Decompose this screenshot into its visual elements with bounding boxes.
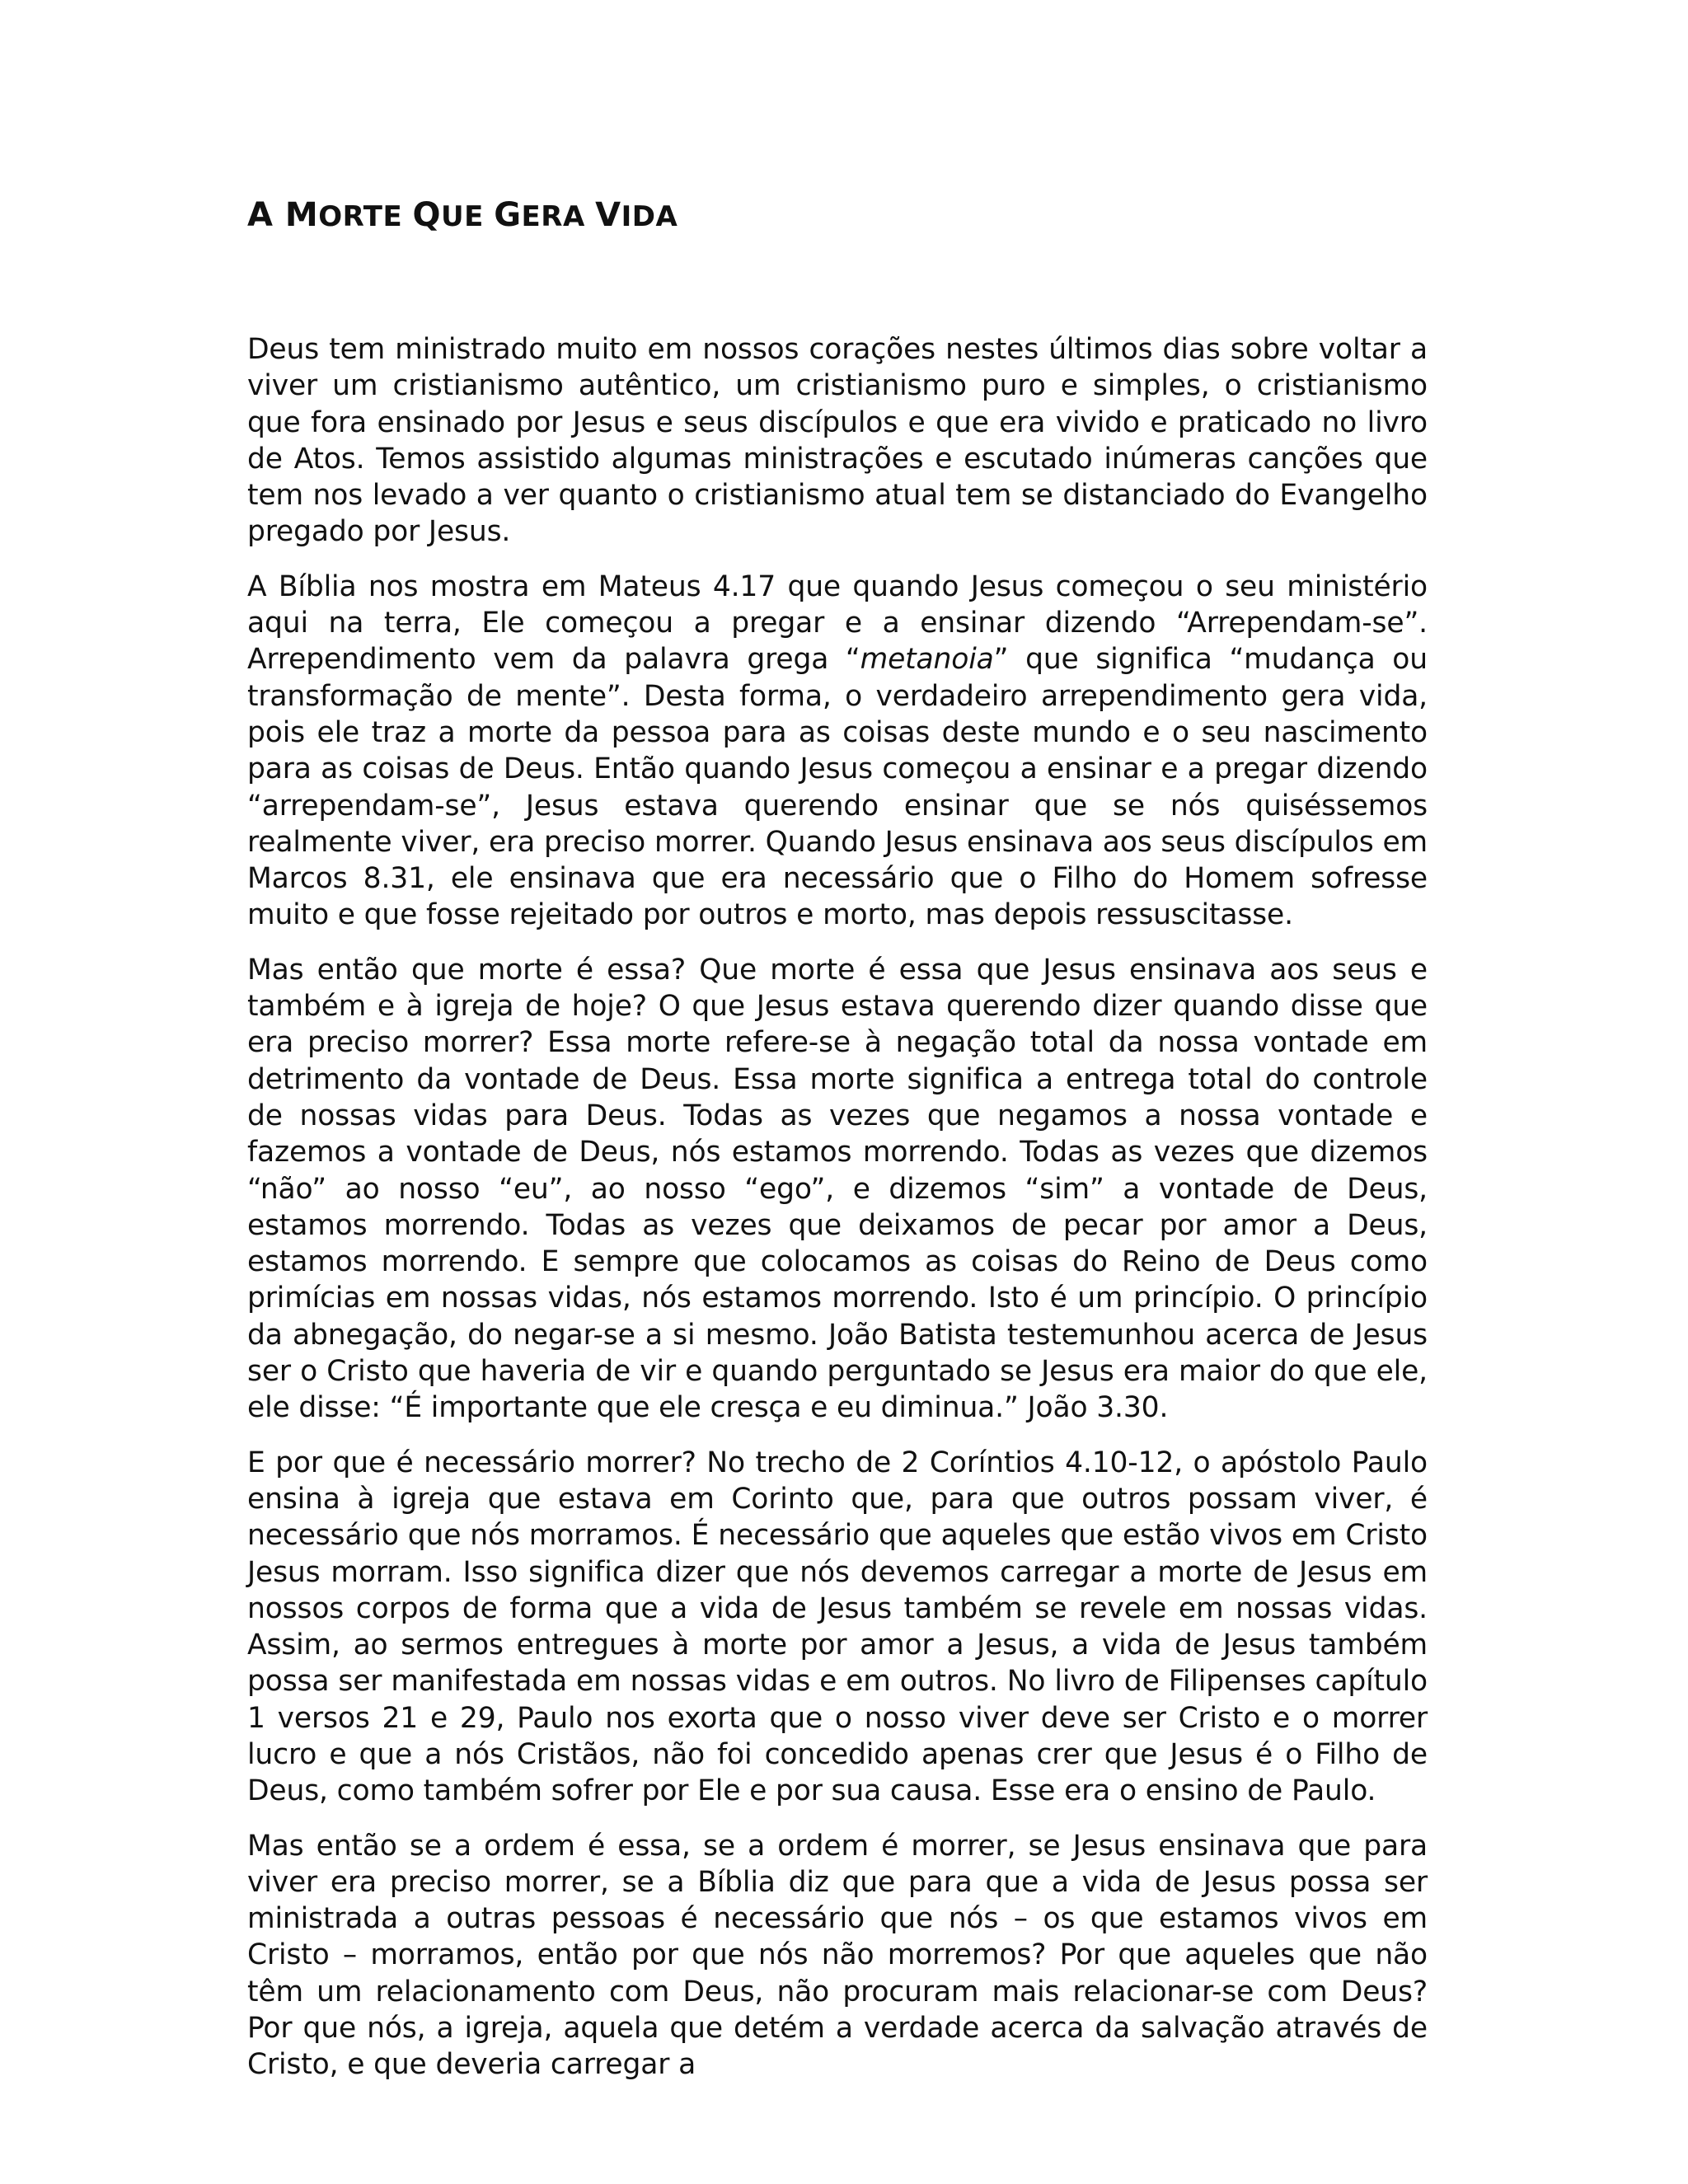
title-segment: M <box>284 196 319 234</box>
paragraph-text: A Bíblia nos mostra em Mateus 4.17 que quando Jesus começou o seu ministério aqui na terra, Ele começou a pregar e a ensinar dizendo “Arrependam-se”. Arrependimento vem da palavra grega “ <box>247 569 1428 677</box>
paragraph-2 <box>247 569 1428 934</box>
paragraph-3 <box>247 952 1428 1427</box>
title-segment: G <box>494 196 522 234</box>
paragraph-text: ” que significa “mudança ou transformação de mente”. Desta forma, o verdadeiro arrependimento gera vida, pois ele traz a morte da pessoa para as coisas deste mundo e o seu nascimento para as coisas de Deus. Então quando Jesus começou a ensinar e a pregar dizendo “arrependam-se”, Jesus estava querendo ensinar que se nós quiséssemos realmente viver, era preciso morrer. Quando Jesus ensinava aos seus discípulos em Marcos 8.31, ele ensinava que era necessário que o Filho do Homem sofresse muito e que fosse rejeitado por outros e morto, mas depois ressuscitasse. <box>247 643 1428 932</box>
title-segment: A <box>247 196 285 234</box>
paragraph-5 <box>247 1828 1428 2083</box>
title-segment: UE <box>441 200 495 233</box>
italic-term: metanoia <box>860 643 994 677</box>
paragraph-text: Mas então se a ordem é essa, se a ordem é morrer, se Jesus ensinava que para viver era preciso morrer, se a Bíblia diz que para que a vida de Jesus possa ser ministrada a outras pessoas é necessário que nós – os que estamos vivos em Cristo – morramos, então por que nós não morremos? Por que aqueles que não têm um relacionamento com Deus, não procuram mais relacionar-se com Deus? Por que nós, a igreja, aquela que detém a verdade acerca da salvação através de Cristo, e que deveria carregar a <box>247 1829 1428 2082</box>
paragraph-text: E por que é necessário morrer? No trecho de 2 Coríntios 4.10-12, o apóstolo Paulo ensina à igreja que estava em Corinto que, para que outros possam viver, é necessário que nós morramos. É necessário que aqueles que estão vivos em Cristo Jesus morram. Isso significa dizer que nós devemos carregar a morte de Jesus em nossos corpos de forma que a vida de Jesus também se revele em nossas vidas. Assim, ao sermos entregues à morte por amor a Jesus, a vida de Jesus também possa ser manifestada em nossas vidas e em outros. No livro de Filipenses capítulo 1 versos 21 e 29, Paulo nos exorta que o nosso viver deve ser Cristo e o morrer lucro e que a nós Cristãos, não foi concedido apenas crer que Jesus é o Filho de Deus, como também sofrer por Ele e por sua causa. Esse era o ensino de Paulo. <box>247 1446 1428 1808</box>
paragraph-4 <box>247 1445 1428 1810</box>
title-segment: ORTE <box>318 200 413 233</box>
paragraph-text: Mas então que morte é essa? Que morte é essa que Jesus ensinava aos seus e também e à igreja de hoje? O que Jesus estava querendo dizer quando disse que era preciso morrer? Essa morte refere-se à negação total da nossa vontade em detrimento da vontade de Deus. Essa morte significa a entrega total do controle de nossas vidas para Deus. Todas as vezes que negamos a nossa vontade e fazemos a vontade de Deus, nós estamos morrendo. Todas as vezes que dizemos “não” ao nosso “eu”, ao nosso “ego”, e dizemos “sim” a vontade de Deus, estamos morrendo. Todas as vezes que deixamos de pecar por amor a Deus, estamos morrendo. E sempre que colocamos as coisas do Reino de Deus como primícias em nossas vidas, nós estamos morrendo. Isto é um princípio. O princípio da abnegação, do negar-se a si mesmo. João Batista testemunhou acerca de Jesus ser o Cristo que haveria de vir e quando perguntado se Jesus era maior do que ele, ele disse: “É importante que ele cresça e eu diminua.” João 3.30. <box>247 953 1428 1425</box>
paragraph-1 <box>247 331 1428 551</box>
title-segment: V <box>595 196 621 234</box>
document-page <box>247 196 1428 2102</box>
paragraph-text: Deus tem ministrado muito em nossos corações nestes últimos dias sobre voltar a viver um cristianismo autêntico, um cristianismo puro e simples, o cristianismo que fora ensinado por Jesus e seus discípulos e que era vivido e praticado no livro de Atos. Temos assistido algumas ministrações e escutado inúmeras canções que tem nos levado a ver quanto o cristianismo atual tem se distanciado do Evangelho pregado por Jesus. <box>247 333 1428 549</box>
document-title <box>247 196 1428 234</box>
title-segment: ERA <box>521 200 596 233</box>
title-segment: Q <box>412 196 442 234</box>
title-segment: IDA <box>621 200 678 233</box>
